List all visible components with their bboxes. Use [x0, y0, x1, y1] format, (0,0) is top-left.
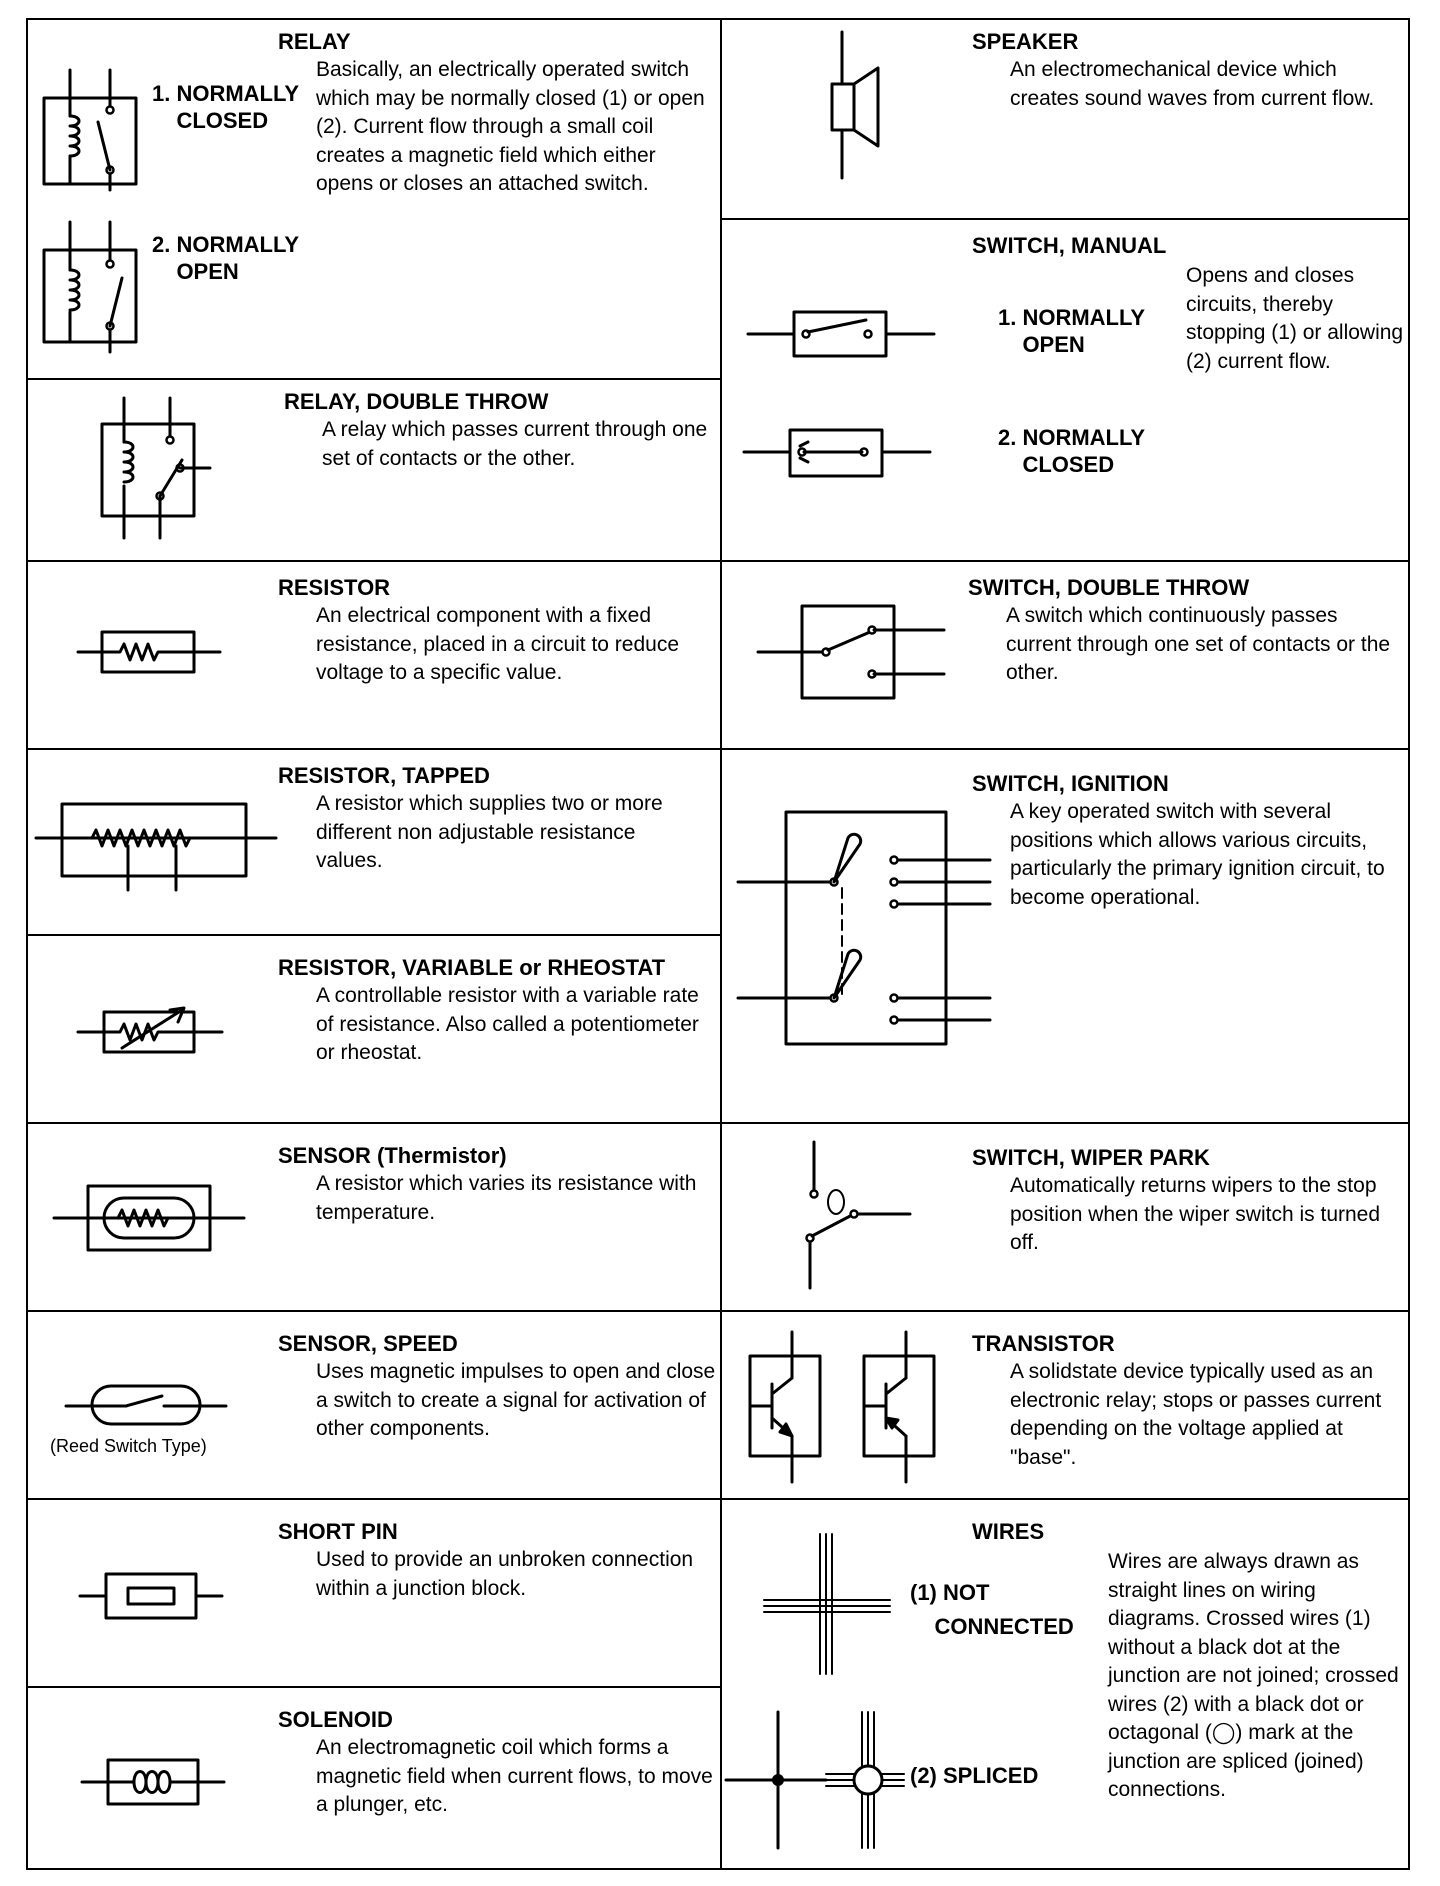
transistor-icon — [746, 1332, 946, 1482]
entry-sublabel-not-connected: (1) NOT CONNECTED — [910, 1580, 1074, 1639]
entry-description: A switch which continuously passes current through one set of contacts or the other. — [1006, 604, 1391, 684]
entry-description: An electromagnetic coil which forms a magnetic field when current flows, to move a plunger, etc. — [316, 1736, 713, 1816]
entry-description: A resistor which varies its resistance with temperature. — [316, 1172, 697, 1224]
row-divider — [26, 934, 721, 936]
entry-title: SWITCH, MANUAL — [972, 233, 1167, 258]
column-divider — [720, 18, 722, 1870]
symbol-caption: (Reed Switch Type) — [50, 1436, 207, 1456]
entry-description: A key operated switch with several positions which allows various circuits, particularly the primary ignition circuit, to become operational. — [1010, 800, 1385, 909]
row-divider — [720, 218, 1410, 220]
row-divider — [26, 378, 721, 380]
entry-description: A relay which passes current through one set of contacts or the other. — [322, 418, 708, 470]
entry-title: SWITCH, DOUBLE THROW — [968, 575, 1250, 600]
row-divider — [26, 1310, 721, 1312]
entry-description: Basically, an electrically operated switch which may be normally closed (1) or open (2). Current flow through a small coil creates a magnetic field which either opens or closes an attached switch. — [316, 58, 705, 195]
row-divider — [26, 1686, 721, 1688]
entry-title: SENSOR (Thermistor) — [278, 1143, 507, 1168]
entry-sublabel-normally-open: 2. NORMALLY OPEN — [152, 232, 300, 284]
entry-description: Used to provide an unbroken connection within a junction block. — [316, 1548, 694, 1600]
switch-manual-normally-open-icon — [748, 308, 934, 360]
switch-manual-normally-closed-icon — [744, 428, 930, 478]
entry-description: A resistor which supplies two or more different non adjustable resistance values. — [316, 792, 663, 872]
row-divider — [720, 748, 1410, 750]
resistor-variable-icon — [78, 1000, 222, 1060]
relay-double-throw-icon — [92, 398, 222, 538]
entry-description: Automatically returns wipers to the stop position when the wiper switch is turned off. — [1010, 1174, 1381, 1254]
row-divider — [26, 748, 721, 750]
resistor-icon — [78, 624, 220, 680]
entry-title: SENSOR, SPEED — [278, 1331, 458, 1356]
entry-title: RELAY — [278, 29, 351, 54]
thermistor-icon — [54, 1180, 244, 1254]
entry-sublabel-normally-open: 1. NORMALLY OPEN — [998, 305, 1146, 357]
entry-sublabel-normally-closed: 2. NORMALLY CLOSED — [998, 425, 1146, 477]
entry-sublabel-normally-closed: 1. NORMALLY CLOSED — [152, 81, 300, 133]
entry-title: SWITCH, IGNITION — [972, 771, 1169, 796]
entry-title: SWITCH, WIPER PARK — [972, 1145, 1210, 1170]
row-divider — [26, 1498, 721, 1500]
row-divider — [720, 1498, 1410, 1500]
entry-description: A controllable resistor with a variable rate of resistance. Also called a potentiometer or rheostat. — [316, 984, 699, 1064]
entry-title: SPEAKER — [972, 29, 1079, 54]
reed-switch-icon — [66, 1374, 226, 1434]
entry-title: RELAY, DOUBLE THROW — [284, 389, 549, 414]
entry-title: WIRES — [972, 1519, 1045, 1544]
entry-description: An electrical component with a fixed resistance, placed in a circuit to reduce voltage to a specific value. — [316, 604, 680, 684]
switch-ignition-icon — [738, 808, 998, 1048]
row-divider — [26, 1122, 721, 1124]
entry-title: TRANSISTOR — [972, 1331, 1115, 1356]
speaker-icon — [826, 32, 886, 178]
wires-spliced-icon — [726, 1712, 904, 1848]
entry-sublabel-spliced: (2) SPLICED — [910, 1763, 1039, 1788]
entry-description: An electromechanical device which creates sound waves from current flow. — [1010, 58, 1375, 110]
entry-title: SOLENOID — [278, 1707, 393, 1732]
entry-title: RESISTOR, VARIABLE or RHEOSTAT — [278, 955, 666, 980]
row-divider — [720, 560, 1410, 562]
relay-normally-closed-icon — [38, 70, 148, 190]
entry-description: Wires are always drawn as straight lines on wiring diagrams. Crossed wires (1) without a black dot at the junction are not joined; crossed wires (2) with a black dot or octagonal (◯) mark at the junction are spliced (joined) connections. — [1108, 1550, 1399, 1801]
entry-title: RESISTOR, TAPPED — [278, 763, 490, 788]
entry-description: Uses magnetic impulses to open and close a switch to create a signal for activation of other components. — [316, 1360, 716, 1440]
relay-normally-open-icon — [38, 222, 148, 352]
row-divider — [720, 1310, 1410, 1312]
entry-title: RESISTOR — [278, 575, 391, 600]
solenoid-icon — [82, 1756, 224, 1812]
entry-title: SHORT PIN — [278, 1519, 398, 1544]
row-divider — [720, 1122, 1410, 1124]
switch-wiper-park-icon — [796, 1142, 916, 1288]
resistor-tapped-icon — [36, 800, 276, 890]
wires-not-connected-icon — [764, 1534, 890, 1674]
row-divider — [26, 560, 721, 562]
short-pin-icon — [80, 1566, 222, 1624]
entry-description: A solidstate device typically used as an electronic relay; stops or passes current depending on the voltage applied at "base". — [1010, 1360, 1382, 1469]
entry-description: Opens and closes circuits, thereby stopping (1) or allowing (2) current flow. — [1186, 264, 1404, 373]
switch-double-throw-icon — [758, 604, 944, 700]
